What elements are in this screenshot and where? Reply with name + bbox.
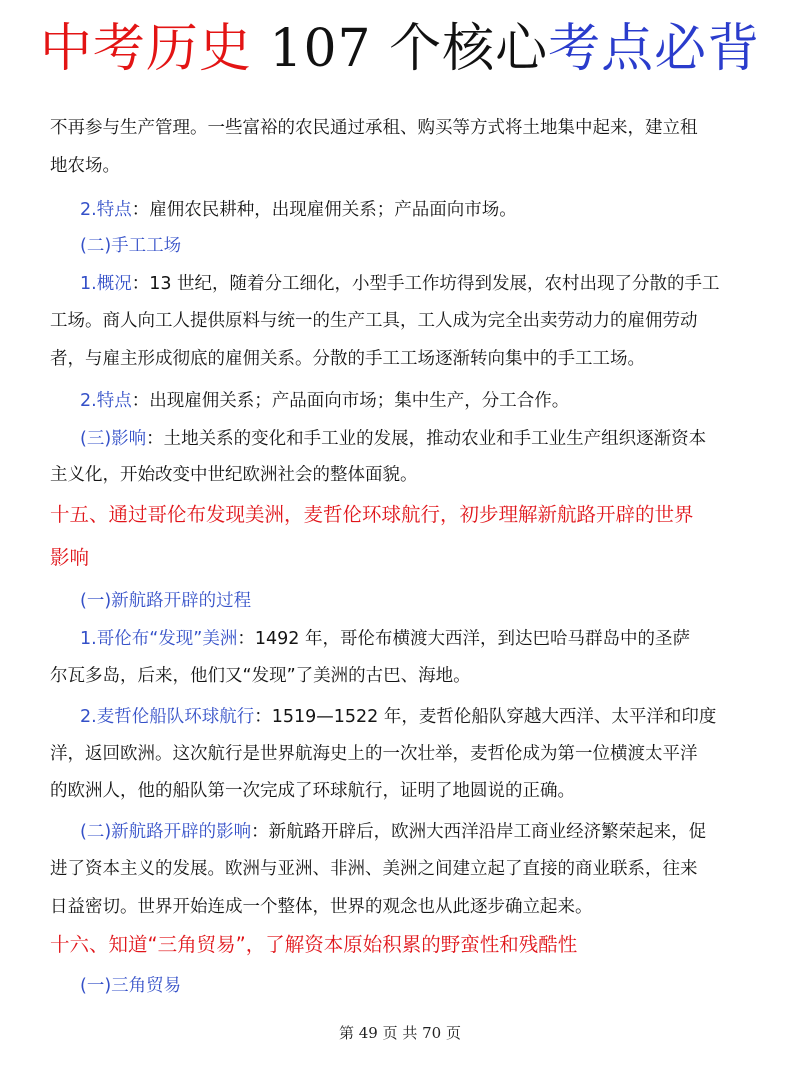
- item-label: 2.麦哲伦船队环球航行: [80, 707, 255, 727]
- body-line: 地农场。: [50, 156, 120, 176]
- item-label: (三)影响: [80, 429, 147, 449]
- paragraph-feature: [80, 387, 569, 415]
- section-heading-15: 十五、通过哥伦布发现美洲，麦哲伦环球航行，初步理解新航路开辟的世界: [50, 503, 694, 526]
- paragraph-columbus: [80, 625, 690, 653]
- item-label: 1.哥伦布“发现”美洲: [80, 629, 238, 649]
- paragraph-feature: [80, 196, 517, 224]
- paragraph-route-impact: [80, 818, 706, 846]
- item-label: 2.特点: [80, 200, 132, 220]
- item-text: ：1519—1522 年，麦哲伦船队穿越大西洋、太平洋和印度: [254, 707, 717, 727]
- body-line: 者，与雇主形成彻底的雇佣关系。分散的手工工场逐渐转向集中的手工工场。: [50, 349, 645, 369]
- body-line: 进了资本主义的发展。欧洲与亚洲、非洲、美洲之间建立起了直接的商业联系，往来: [50, 859, 698, 879]
- item-label: 1.概况: [80, 274, 132, 294]
- item-label: 2.特点: [80, 391, 132, 411]
- item-text: ：新航路开辟后，欧洲大西洋沿岸工商业经济繁荣起来，促: [251, 822, 707, 842]
- banner-part-3: 考点必背: [548, 19, 761, 79]
- body-line: 主义化，开始改变中世纪欧洲社会的整体面貌。: [50, 465, 418, 485]
- page-number: 第 49 页 共 70 页: [338, 1024, 461, 1042]
- item-text: ：1492 年，哥伦布横渡大西洋，到达巴哈马群岛中的圣萨: [237, 629, 690, 649]
- paragraph-impact: [80, 425, 706, 453]
- subsection-title: (一)三角贸易: [80, 976, 182, 996]
- item-text: ：出现雇佣关系；产品面向市场；集中生产，分工合作。: [131, 391, 570, 411]
- body-line: 的欧洲人，他的船队第一次完成了环球航行，证明了地圆说的正确。: [50, 781, 575, 801]
- section-heading-15-cont: 影响: [50, 546, 90, 569]
- item-text: ：土地关系的变化和手工业的发展，推动农业和手工业生产组织逐渐资本: [146, 429, 707, 449]
- item-label: (二)新航路开辟的影响: [80, 822, 252, 842]
- subsection-title: (一)新航路开辟的过程: [80, 591, 252, 611]
- banner-part-1: 中考历史: [39, 19, 252, 79]
- body-line: 不再参与生产管理。一些富裕的农民通过承租、购买等方式将土地集中起来，建立租: [50, 118, 698, 138]
- document-banner-title: [0, 14, 800, 84]
- item-text: ：雇佣农民耕种，出现雇佣关系；产品面向市场。: [131, 200, 517, 220]
- paragraph-overview: [80, 270, 720, 298]
- body-line: 尔瓦多岛，后来，他们又“发现”了美洲的古巴、海地。: [50, 666, 471, 686]
- paragraph-magellan: [80, 703, 716, 731]
- item-text: ：13 世纪，随着分工细化，小型手工作坊得到发展，农村出现了分散的手工: [131, 274, 720, 294]
- subsection-title: (二)手工工场: [80, 236, 182, 256]
- banner-part-2: 107 个核心: [251, 19, 549, 79]
- section-heading-16: 十六、知道“三角贸易”，了解资本原始积累的野蛮性和残酷性: [50, 933, 578, 956]
- body-line: 洋，返回欧洲。这次航行是世界航海史上的一次壮举，麦哲伦成为第一位横渡太平洋: [50, 744, 698, 764]
- body-line: 工场。商人向工人提供原料与统一的生产工具，工人成为完全出卖劳动力的雇佣劳动: [50, 311, 698, 331]
- body-line: 日益密切。世界开始连成一个整体，世界的观念也从此逐步确立起来。: [50, 897, 593, 917]
